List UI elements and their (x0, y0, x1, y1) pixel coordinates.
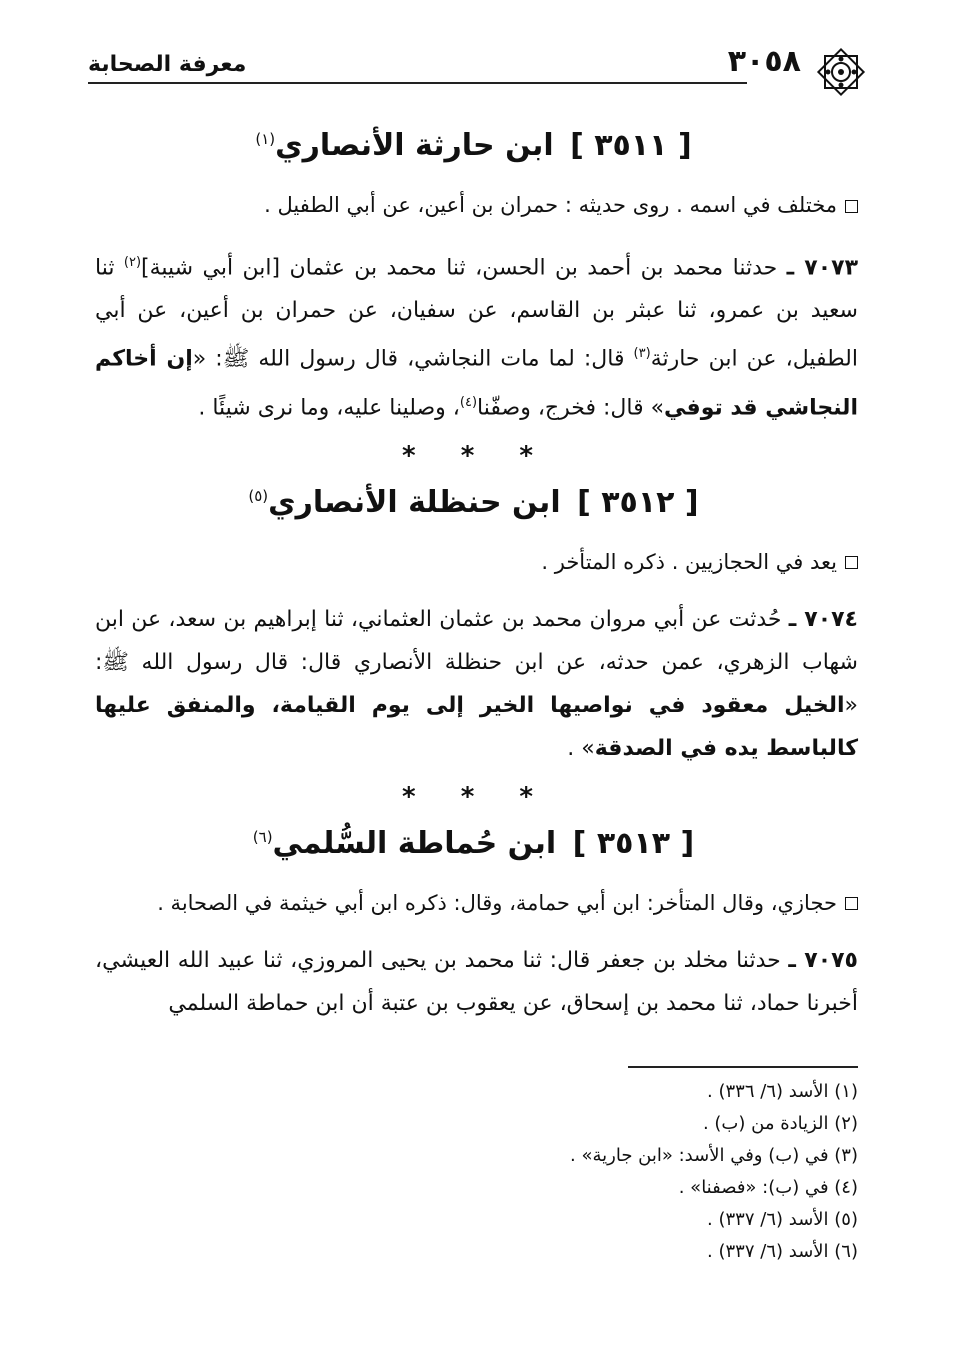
hadith-text: حُدثت عن أبي مروان محمد بن عثمان العثماني، ثنا إبراهيم بن سعد، عن ابن شهاب الزهري، عمن حدثه، عن ابن حنظلة الأنصاري قال: قال رسول الله ﷺ: « (95, 606, 858, 718)
footnote: (٢) الزيادة من (ب) . (702, 1113, 858, 1134)
footnote: (٥) الأسد (٦/ ٣٣٧) . (707, 1209, 858, 1230)
footnote-ref: (٤) (459, 394, 478, 410)
page-number: ٣٠٥٨ (727, 44, 801, 79)
entry-title (95, 128, 858, 163)
hadith-number: ٧٠٧٣ ـ (786, 255, 858, 281)
hadith-quote: إن أخاكم النجاشي قد توفي (95, 346, 858, 420)
bio-text: حجازي، وقال المتأخر: ابن أبي حمامة، وقال: ذكره ابن أبي خيثمة في الصحابة . (157, 890, 837, 915)
hadith-text: » قال: فخرج، وصفّنا (477, 394, 665, 420)
running-title: معرفة الصحابة (88, 52, 247, 77)
header-rule (88, 82, 747, 84)
hadith-number: ٧٠٧٤ ـ (788, 606, 858, 632)
footnote-ref: (٣) (633, 346, 651, 362)
page-header (88, 44, 865, 98)
hadith-text: ، وصلينا عليه، وما نرى شيئًا . (198, 394, 460, 420)
section-separator: * * * (402, 781, 551, 812)
entry-name: ابن حُماطة السُّلمي (272, 825, 557, 861)
square-bullet-icon (845, 556, 858, 569)
footnotes (258, 1066, 858, 1268)
entry-bio (95, 883, 858, 923)
hadith-quote: الخيل معقود في نواصيها الخير إلى يوم القيامة، والمنفق عليها كالباسط يده في الصدقة (95, 692, 858, 761)
hadith-number: ٧٠٧٥ ـ (788, 947, 858, 973)
page-body (95, 118, 858, 1025)
entry-number: [ ٣٥١١ ] (570, 128, 692, 163)
entry-title (95, 826, 858, 861)
entry-bio (95, 542, 858, 582)
square-bullet-icon (845, 200, 858, 213)
hadith-text: ثنا سعيد بن عمرو، ثنا عبثر بن القاسم، عن سفيان، عن حمران بن أعين، عن أبي الطفيل، عن ابن حارثة (95, 255, 858, 372)
footnote-ref: (٥) (248, 486, 269, 505)
entry-number: [ ٣٥١٣ ] (572, 825, 695, 861)
hadith-paragraph (95, 939, 858, 1025)
hadith-text: حدثنا محمد بن أحمد بن الحسن، ثنا محمد بن عثمان [ابن أبي شيبة] (141, 255, 778, 281)
bio-text: يعد في الحجازيين . ذكره المتأخر . (541, 549, 837, 574)
entry-number: [ ٣٥١٢ ] (577, 484, 699, 520)
entry-bio (95, 185, 858, 225)
entry-name: ابن حنظلة الأنصاري (268, 484, 561, 520)
footnote-ref: (٢) (123, 255, 142, 270)
footnote-rule (628, 1066, 858, 1068)
footnote-ref: (١) (255, 130, 276, 148)
footnote: (٦) الأسد (٦/ ٣٣٧) . (707, 1241, 858, 1262)
star-ornament-icon (811, 42, 871, 102)
hadith-paragraph (95, 241, 858, 429)
hadith-text: قال: لما مات النجاشي، قال رسول الله ﷺ: « (192, 346, 634, 372)
footnote: (٣) في (ب) وفي الأسد: «ابن جارية» . (570, 1145, 858, 1166)
footnote: (٤) في (ب): «فصفنا» . (678, 1177, 858, 1198)
section-separator: * * * (402, 440, 551, 471)
hadith-text: حدثنا مخلد بن جعفر قال: ثنا محمد بن يحيى المروزي، ثنا عبيد الله العيشي، أخبرنا حماد، ثنا محمد بن إسحاق، عن يعقوب بن عتبة أن ابن حماطة السلمي (95, 947, 858, 1016)
footnote: (١) الأسد (٦/ ٣٣٦) . (707, 1081, 858, 1102)
hadith-text: » . (567, 735, 595, 761)
bio-text: مختلف في اسمه . روى حديثه : حمران بن أعين، عن أبي الطفيل . (264, 193, 837, 217)
footnote-ref: (٦) (252, 827, 273, 846)
entry-title (95, 485, 858, 520)
square-bullet-icon (845, 897, 858, 910)
hadith-paragraph (95, 598, 858, 770)
entry-name: ابن حارثة الأنصاري (275, 128, 554, 163)
